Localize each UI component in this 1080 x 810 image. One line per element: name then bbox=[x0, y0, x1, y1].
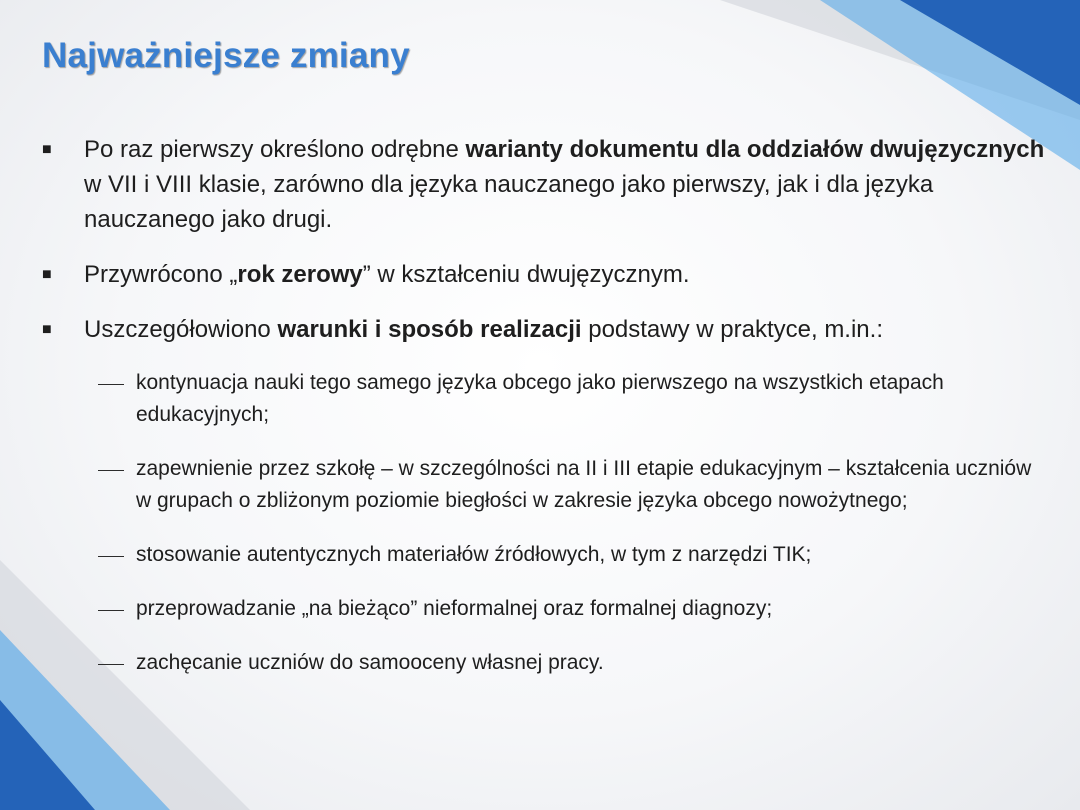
slide-content bbox=[42, 132, 1052, 701]
bullet-item bbox=[42, 312, 1052, 347]
slide-title: Najważniejsze zmiany bbox=[42, 36, 410, 75]
bullet-bold-text: warianty dokumentu dla oddziałów dwujęzycznych bbox=[465, 136, 1045, 163]
bullet-item bbox=[42, 257, 1052, 292]
sub-item-text: stosowanie autentycznych materiałów źródłowych, w tym z narzędzi TIK; bbox=[136, 543, 812, 566]
dash-bullet-icon bbox=[98, 556, 124, 557]
sub-list-item bbox=[98, 593, 1052, 625]
sub-list bbox=[42, 367, 1052, 679]
bullet-text: Po raz pierwszy określono odrębne bbox=[84, 136, 466, 163]
dash-bullet-icon bbox=[98, 610, 124, 611]
bullet-bold-text: rok zerowy bbox=[237, 261, 363, 288]
square-bullet-icon: ■ bbox=[42, 266, 52, 283]
bullet-bold-text: warunki i sposób realizacji bbox=[277, 316, 582, 343]
bullet-text: Przywrócono „ bbox=[84, 261, 238, 288]
sub-item-text: zapewnienie przez szkołę – w szczególności na II i III etapie edukacyjnym – kształcenia uczniów w grupach o zbliżonym poziomie biegłości w zakresie języka obcego nowożytnego; bbox=[136, 457, 1032, 512]
sub-item-text: przeprowadzanie „na bieżąco” nieformalnej oraz formalnej diagnozy; bbox=[136, 597, 773, 620]
sub-list-item bbox=[98, 367, 1052, 431]
sub-list-item bbox=[98, 539, 1052, 571]
sub-item-text: zachęcanie uczniów do samooceny własnej pracy. bbox=[136, 651, 604, 674]
bullet-text: ” w kształceniu dwujęzycznym. bbox=[362, 261, 690, 288]
dash-bullet-icon bbox=[98, 470, 124, 471]
square-bullet-icon: ■ bbox=[42, 321, 52, 338]
bullet-text: Uszczegółowiono bbox=[84, 316, 278, 343]
sub-list-item bbox=[98, 453, 1052, 517]
bullet-item bbox=[42, 132, 1052, 237]
sub-list-item bbox=[98, 647, 1052, 679]
dash-bullet-icon bbox=[98, 664, 124, 665]
square-bullet-icon: ■ bbox=[42, 141, 52, 158]
sub-item-text: kontynuacja nauki tego samego języka obcego jako pierwszego na wszystkich etapach edukacyjnych; bbox=[136, 371, 944, 426]
bullet-text: w VII i VIII klasie, zarówno dla języka nauczanego jako pierwszy, jak i dla języka nauczanego jako drugi. bbox=[84, 171, 934, 233]
bullet-text: podstawy w praktyce, m.in.: bbox=[581, 316, 883, 343]
dash-bullet-icon bbox=[98, 384, 124, 385]
